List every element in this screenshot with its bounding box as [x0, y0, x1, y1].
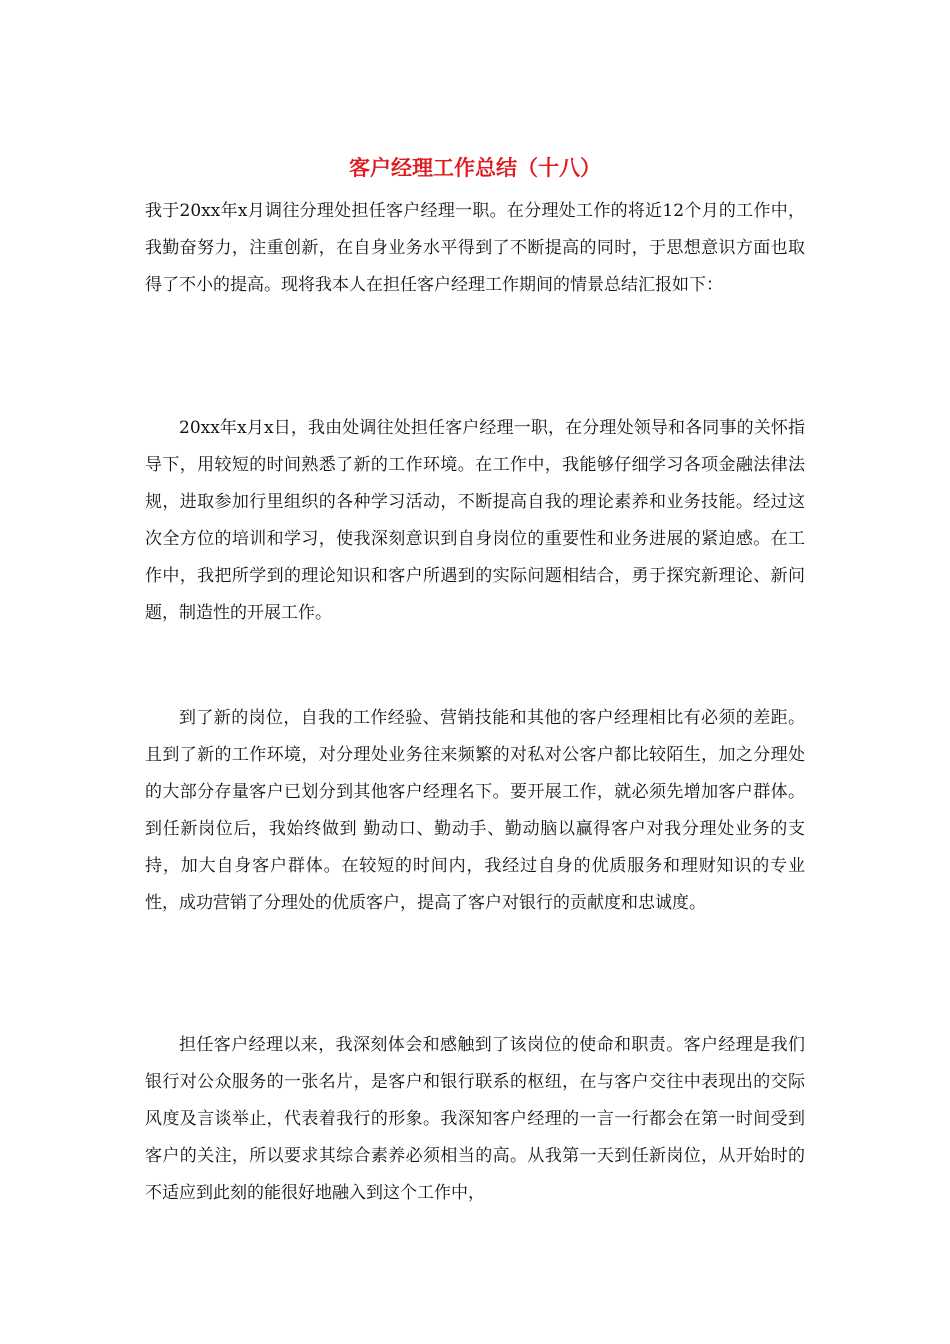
paragraph-intro: 我于20xx年x月调往分理处担任客户经理一职。在分理处工作的将近12个月的工作中，我勤奋努力，注重创新，在自身业务水平得到了不断提高的同时，于思想意识方面也取得了不小的提高。现将我本人在担任客户经理工作期间的情景总结汇报如下：: [145, 201, 805, 295]
paragraph-role-responsibility: 担任客户经理以来，我深刻体会和感触到了该岗位的使命和职责。客户经理是我们银行对公众服务的一张名片，是客户和银行联系的枢纽，在与客户交往中表现出的交际风度及言谈举止，代表着我行的形象。我深知客户经理的一言一行都会在第一时间受到客户的关注，所以要求其综合素养必须相当的高。从我第一天到任新岗位，从开始时的不适应到此刻的能很好地融入到这个工作中，: [145, 1035, 805, 1203]
paragraph-new-position: 20xx年x月x日，我由处调往处担任客户经理一职，在分理处领导和各同事的关怀指导下，用较短的时间熟悉了新的工作环境。在工作中，我能够仔细学习各项金融法律法规，进取参加行里组织的各种学习活动，不断提高自我的理论素养和业务技能。经过这次全方位的培训和学习，使我深刻意识到自身岗位的重要性和业务进展的紧迫感。在工作中，我把所学到的理论知识和客户所遇到的实际问题相结合，勇于探究新理论、新问题，制造性的开展工作。: [145, 418, 805, 623]
paragraph-customer-growth: 到了新的岗位，自我的工作经验、营销技能和其他的客户经理相比有必须的差距。且到了新的工作环境，对分理处业务往来频繁的对私对公客户都比较陌生，加之分理处的大部分存量客户已划分到其他客户经理名下。要开展工作，就必须先增加客户群体。到任新岗位后，我始终做到 勤动口、勤动手、勤动脑以赢得客户对我分理处业务的支持，加大自身客户群体。在较短的时间内，我经过自身的优质服务和理财知识的专业性，成功营销了分理处的优质客户，提高了客户对银行的贡献度和忠诚度。: [145, 708, 805, 913]
document-title: 客户经理工作总结（十八）: [349, 155, 601, 180]
